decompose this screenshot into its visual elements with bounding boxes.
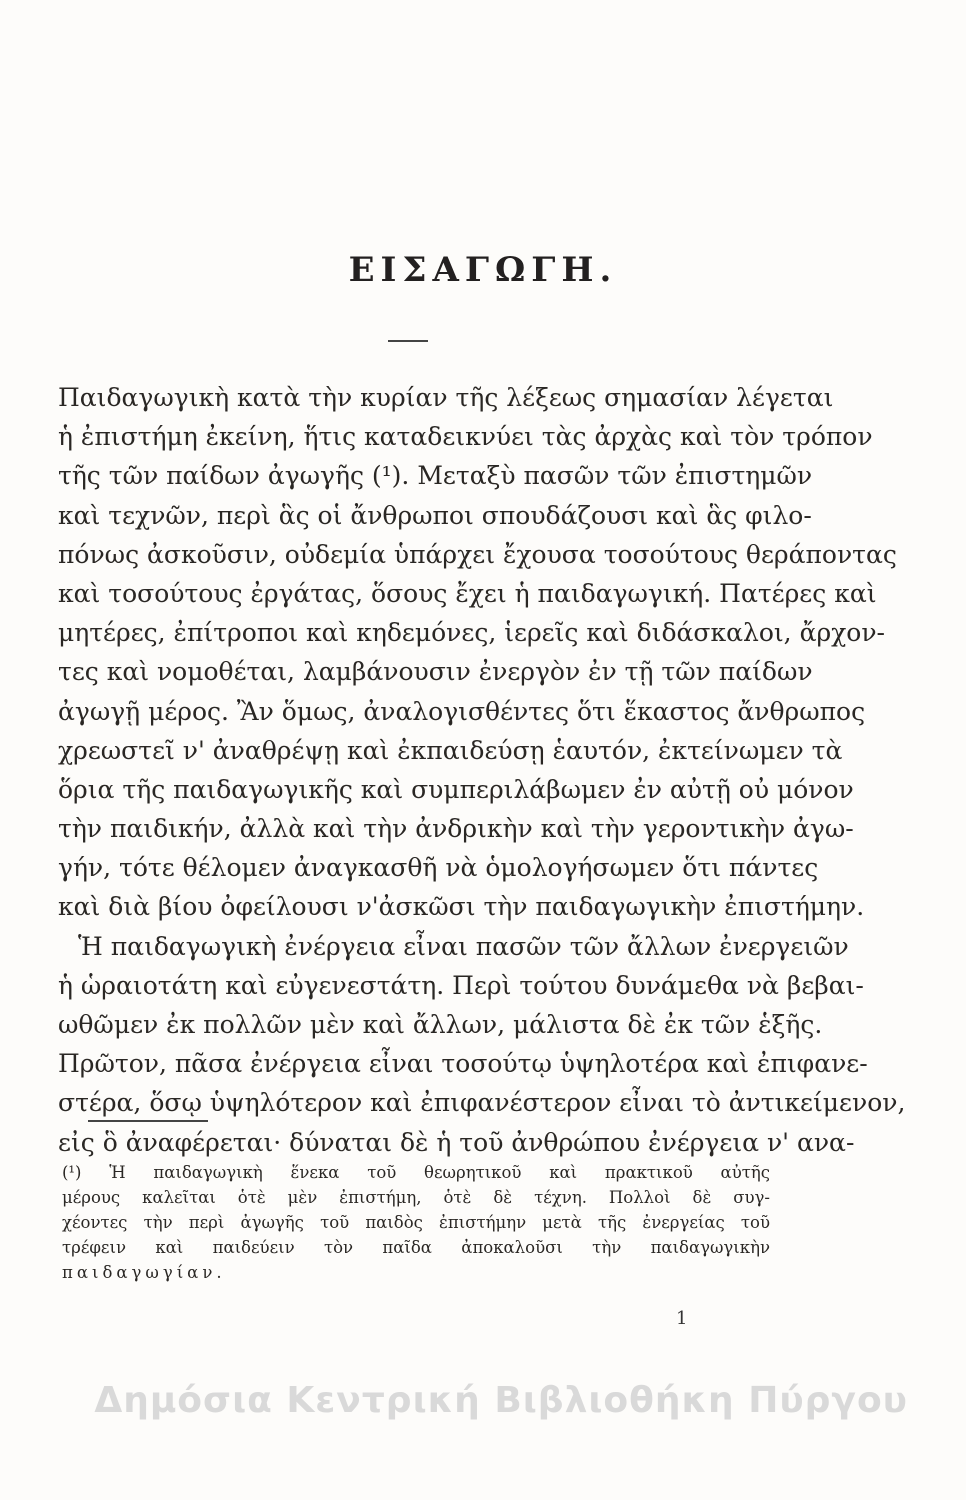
text-line: Πρῶτον, πᾶσα ἐνέργεια εἶναι τοσούτῳ ὑψηλοτέρα καὶ ἐπιφανε- [58, 1049, 868, 1079]
text-line: στέρα, ὅσῳ ὑψηλότερον καὶ ἐπιφανέστερον εἶναι τὸ ἀντικείμενον, [58, 1088, 906, 1118]
text-line: καὶ διὰ βίου ὀφείλουσι ν'ἀσκῶσι τὴν παιδαγωγικὴν ἐπιστήμην. [58, 892, 865, 922]
text-line: τὴν παιδικήν, ἀλλὰ καὶ τὴν ἀνδρικὴν καὶ τὴν γεροντικὴν ἀγω- [58, 814, 854, 844]
text-line: ἡ ὡραιοτάτη καὶ εὐγενεστάτη. Περὶ τούτου δυνάμεθα νὰ βεβαι- [58, 970, 864, 1000]
text-line: Παιδαγωγικὴ κατὰ τὴν κυρίαν τῆς λέξεως σημασίαν λέγεται [58, 383, 834, 412]
signature-mark: 1 [676, 1308, 688, 1329]
text-line: χρεωστεῖ ν' ἀναθρέψῃ καὶ ἐκπαιδεύσῃ ἑαυτόν, ἐκτείνωμεν τὰ [58, 735, 843, 765]
text-line: ωθῶμεν ἐκ πολλῶν μὲν καὶ ἄλλων, μάλιστα δὲ ἐκ τῶν ἑξῆς. [58, 1010, 823, 1039]
text-line: ἡ ἐπιστήμη ἐκείνη, ἥτις καταδεικνύει τὰς ἀρχὰς καὶ τὸν τρόπον [58, 422, 873, 452]
footnote-line: μέρους καλεῖται ὁτὲ μὲν ἐπιστήμη, ὁτὲ δὲ τέχνη. Πολλοὶ δὲ συγ- [62, 1188, 770, 1207]
footnote-line: (¹) Ἡ παιδαγωγικὴ ἕνεκα τοῦ θεωρητικοῦ καὶ πρακτικοῦ αὐτῆς [62, 1163, 770, 1182]
text-line: ἀγωγῇ μέρος. Ἂν ὅμως, ἀναλογισθέντες ὅτι ἕκαστος ἄνθρωπος [58, 696, 866, 726]
body-text [58, 378, 906, 1162]
text-line: καὶ τοσούτους ἐργάτας, ὅσους ἔχει ἡ παιδαγωγική. Πατέρες καὶ [58, 578, 877, 608]
page-title: ΕΙΣΑΓΩΓΗ. [348, 250, 618, 290]
footnote-line: τρέφειν καὶ παιδεύειν τὸν παῖδα ἀποκαλοῦσι τὴν παιδαγωγικὴν [62, 1238, 770, 1257]
text-line: ὅρια τῆς παιδαγωγικῆς καὶ συμπεριλάβωμεν ἐν αὐτῇ οὐ μόνον [58, 774, 854, 804]
footnote-line: χέοντες τὴν περὶ ἀγωγῆς τοῦ παιδὸς ἐπιστήμην μετὰ τῆς ἐνεργείας τοῦ [62, 1213, 770, 1232]
text-line: Ἡ παιδαγωγικὴ ἐνέργεια εἶναι πασῶν τῶν ἄλλων ἐνεργειῶν [78, 931, 849, 961]
footnote-line: παιδαγωγίαν. [62, 1263, 226, 1282]
library-watermark: Δημόσια Κεντρική Βιβλιοθήκη Πύργου [94, 1380, 908, 1421]
footnote [62, 1160, 770, 1285]
text-line: γήν, τότε θέλομεν ἀναγκασθῆ νὰ ὁμολογήσωμεν ὅτι πάντες [58, 853, 819, 883]
text-line: πόνως ἀσκοῦσιν, οὐδεμία ὑπάρχει ἔχουσα τοσούτους θεράποντας [58, 539, 897, 569]
text-line: τες καὶ νομοθέται, λαμβάνουσιν ἐνεργὸν ἐν τῇ τῶν παίδων [58, 657, 813, 687]
text-line: τῆς τῶν παίδων ἀγωγῆς (¹). Μεταξὺ πασῶν τῶν ἐπιστημῶν [58, 461, 813, 491]
title-divider [388, 340, 428, 342]
footnote-divider [88, 1120, 208, 1122]
text-line: μητέρες, ἐπίτροποι καὶ κηδεμόνες, ἱερεῖς καὶ διδάσκαλοι, ἄρχον- [58, 618, 886, 648]
text-line: εἰς ὃ ἀναφέρεται· δύναται δὲ ἡ τοῦ ἀνθρώπου ἐνέργεια ν' ανα- [58, 1127, 855, 1157]
text-line: καὶ τεχνῶν, περὶ ἃς οἱ ἄνθρωποι σπουδάζουσι καὶ ἃς φιλο- [58, 500, 812, 530]
